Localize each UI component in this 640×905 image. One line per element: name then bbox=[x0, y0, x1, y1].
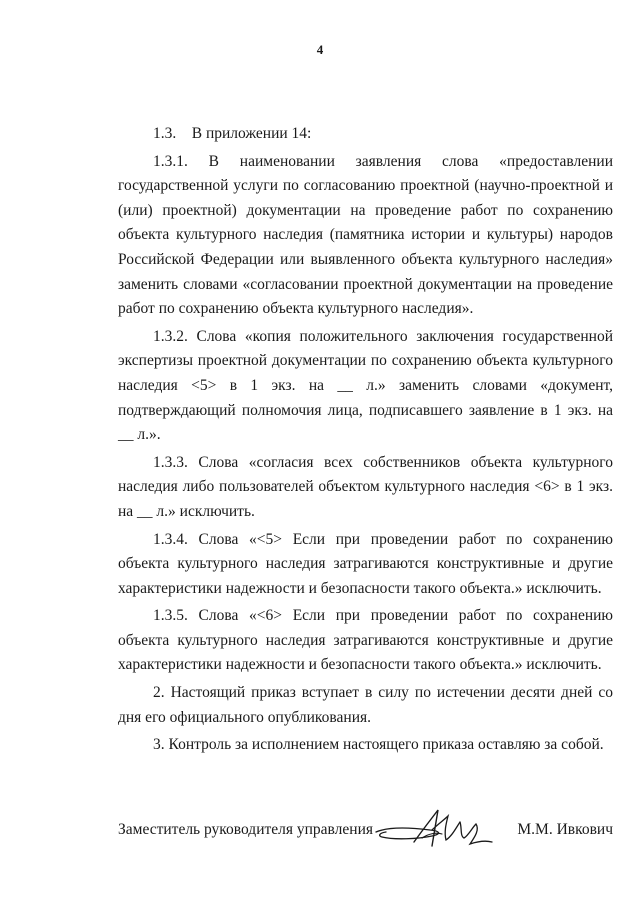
paragraph-2: 2. Настоящий приказ вступает в силу по истечении десяти дней со дня его официального опубликования. bbox=[118, 684, 613, 726]
paragraph-1-3-4: 1.3.4. Слова «<5> Если при проведении работ по сохранению объекта культурного наследия затрагиваются конструктивные и другие характеристики надежности и безопасности такого объекта.» исключить. bbox=[118, 530, 613, 597]
signature-block bbox=[118, 808, 613, 852]
paragraph-1-3-1: 1.3.1. В наименовании заявления слова «предоставлении государственной услуги по согласованию проектной (научно-проектной и (или) проектной) документации на проведение работ по сохранению объекта культурного наследия (памятника истории и культуры) народов Российской Федерации или выявленного объекта культурного наследия» заменить словами «согласовании проектной документации на проведение работ по сохранению объекта культурного наследия». bbox=[118, 152, 613, 318]
document-body bbox=[118, 122, 613, 758]
signatory-name: М.М. Ивкович bbox=[517, 821, 613, 838]
paragraph-1-3-3: 1.3.3. Слова «согласия всех собственников объекта культурного наследия либо пользователей объектом культурного наследия <6> в 1 экз. на __ л.» исключить. bbox=[118, 453, 613, 520]
paragraph-1-3-2: 1.3.2. Слова «копия положительного заключения государственной экспертизы проектной документации по сохранению объекта культурного наследия <5> в 1 экз. на __ л.» заменить словами «документ, подтверждающий полномочия лица, подписавшего заявление в 1 экз. на __ л.». bbox=[118, 327, 613, 444]
paragraph-3: 3. Контроль за исполнением настоящего приказа оставляю за собой. bbox=[153, 736, 604, 754]
handwritten-signature bbox=[370, 808, 500, 852]
paragraph-1-3-5: 1.3.5. Слова «<6> Если при проведении работ по сохранению объекта культурного наследия затрагиваются конструктивные и другие характеристики надежности и безопасности такого объекта.» исключить. bbox=[118, 607, 613, 674]
page-number: 4 bbox=[316, 42, 324, 57]
section-heading: 1.3. В приложении 14: bbox=[153, 125, 312, 142]
signatory-title: Заместитель руководителя управления bbox=[118, 821, 374, 838]
